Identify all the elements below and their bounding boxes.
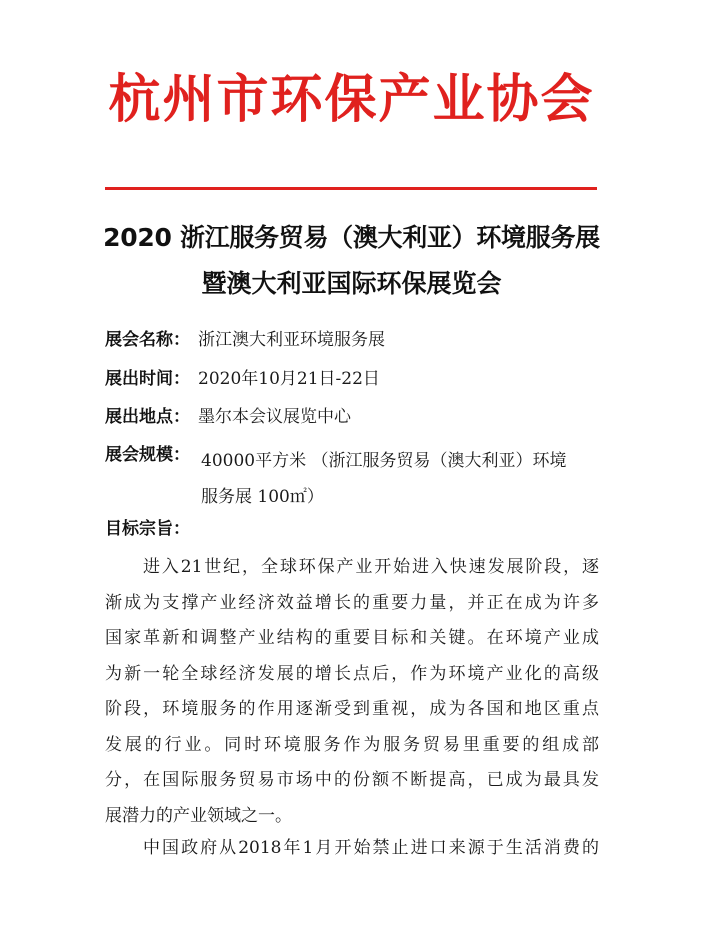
paragraph-line: 国家革新和调整产业结构的重要目标和关键。在环境产业成	[105, 628, 599, 648]
info-row-name	[105, 328, 605, 352]
info-value-time: 2020年10月21日-22日	[198, 369, 380, 389]
objective-heading: 目标宗旨：	[105, 519, 190, 539]
paragraph-line: 进入21世纪，全球环保产业开始进入快速发展阶段，逐	[143, 557, 599, 577]
paragraph-line: 分，在国际服务贸易市场中的份额不断提高，已成为最具发	[105, 770, 599, 790]
paragraph-line: 渐成为支撑产业经济效益增长的重要力量，并正在成为许多	[105, 592, 599, 613]
objective-paragraph-2	[105, 831, 599, 867]
info-value-scale-line1: 40000平方米 （浙江服务贸易（澳大利亚）环境	[201, 451, 567, 471]
document-title-line2: 暨澳大利亚国际环保展览会	[201, 269, 502, 298]
document-title-line1: 2020 浙江服务贸易（澳大利亚）环境服务展	[103, 223, 600, 252]
info-label-name: 展会名称：	[105, 330, 190, 350]
paragraph-line: 中国政府从2018年1月开始禁止进口来源于生活消费的	[143, 838, 599, 858]
letterhead-org-name: 杭州市环保产业协会	[108, 69, 595, 130]
info-value-location: 墨尔本会议展览中心	[198, 407, 351, 427]
info-label-scale: 展会规模：	[105, 445, 190, 465]
paragraph-line: 为新一轮全球经济发展的增长点后，作为环境产业化的高级	[105, 663, 599, 684]
info-row-location	[105, 405, 605, 429]
info-value-name: 浙江澳大利亚环境服务展	[198, 330, 385, 350]
paragraph-line: 发展的行业。同时环境服务作为服务贸易里重要的组成部	[105, 734, 599, 755]
objective-paragraph-1	[105, 550, 599, 834]
info-label-time: 展出时间：	[105, 369, 190, 389]
paragraph-line: 展潜力的产业领域之一。	[105, 805, 292, 826]
info-label-location: 展出地点：	[105, 407, 190, 427]
info-value-scale-line2: 服务展 100㎡）	[201, 487, 324, 507]
info-value-scale	[201, 443, 601, 515]
letterhead-divider	[105, 187, 597, 190]
paragraph-line: 阶段，环境服务的作用逐渐受到重视，成为各国和地区重点	[105, 699, 599, 719]
info-row-time	[105, 367, 605, 391]
